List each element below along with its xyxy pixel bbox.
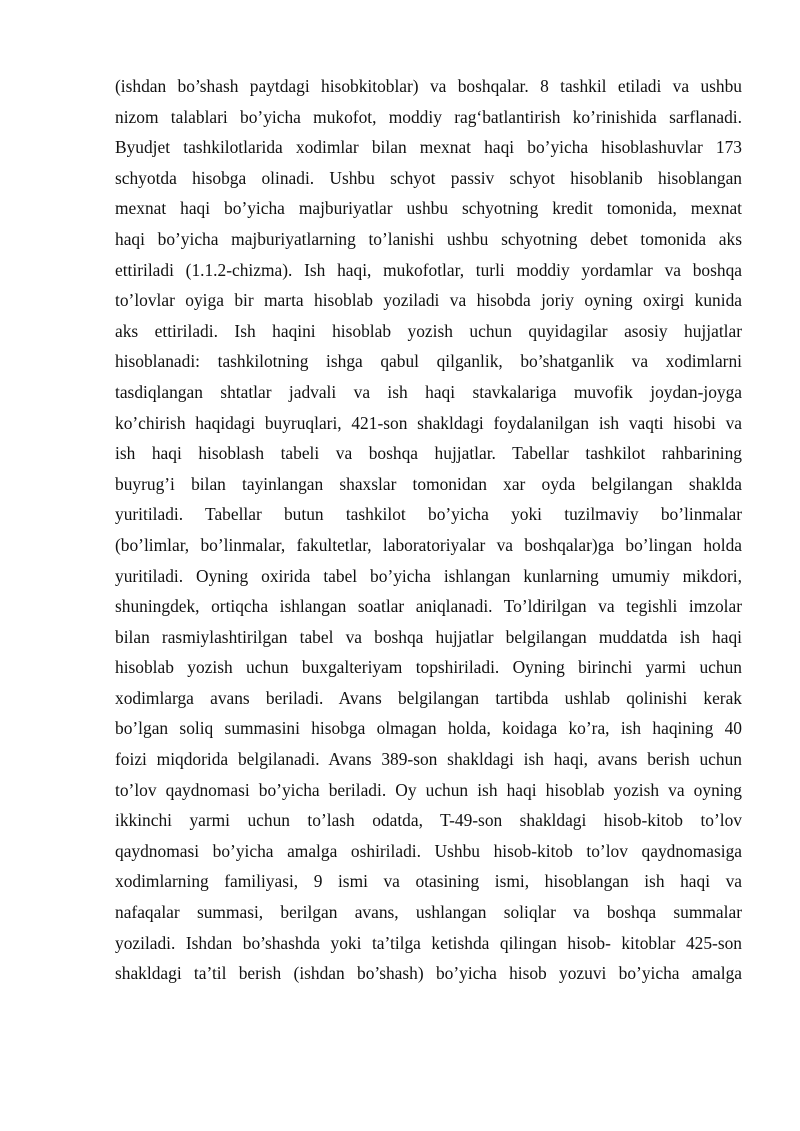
text-line: bo’lgan soliq summasini hisobga olmagan holda, koidaga ko’ra, ish haqining 40 [115, 718, 742, 739]
text-line: mexnat haqi bo’yicha majburiyatlar ushbu schyotning kredit tomonida, mexnat [115, 198, 742, 219]
text-line: shuningdek, ortiqcha ishlangan soatlar aniqlanadi. To’ldirilgan va tegishli imzolar [115, 596, 742, 617]
text-line: xodimlarga avans beriladi. Avans belgilangan tartibda ushlab qolinishi kerak [115, 687, 742, 708]
text-line: foizi miqdorida belgilanadi. Avans 389-son shakldagi ish haqi, avans berish uchun [115, 749, 742, 770]
text-line: hisoblanadi: tashkilotning ishga qabul qilganlik, bo’shatganlik va xodimlarni [115, 351, 742, 372]
text-line: to’lovlar oyiga bir marta hisoblab yoziladi va hisobda joriy oyning oxirgi kunida [115, 290, 742, 311]
text-line: (bo’limlar, bo’linmalar, fakultetlar, laboratoriyalar va boshqalar)ga bo’lingan holda [115, 534, 742, 555]
text-line: schyotda hisobga olinadi. Ushbu schyot passiv schyot hisoblanib hisoblangan [115, 167, 742, 188]
text-line: tasdiqlangan shtatlar jadvali va ish haqi stavkalariga muvofik joydan-joyga [115, 381, 742, 402]
text-line: to’lov qaydnomasi bo’yicha beriladi. Oy uchun ish haqi hisoblab yozish va oyning [115, 779, 742, 800]
text-line: ko’chirish haqidagi buyruqlari, 421-son shakldagi foydalanilgan ish vaqti hisobi va [115, 412, 742, 433]
text-line: ikkinchi yarmi uchun to’lash odatda, T-49-son shakldagi hisob-kitob to’lov [115, 810, 742, 831]
text-line: yuritiladi. Oyning oxirida tabel bo’yicha ishlangan kunlarning umumiy mikdori, [115, 565, 742, 586]
text-line: aks ettiriladi. Ish haqini hisoblab yozish uchun quyidagilar asosiy hujjatlar [115, 320, 742, 341]
text-line: shakldagi ta’til berish (ishdan bo’shash) bo’yicha hisob yozuvi bo’yicha amalga [115, 963, 742, 984]
document-body [115, 71, 742, 989]
text-line: yoziladi. Ishdan bo’shashda yoki ta’tilga ketishda qilingan hisob- kitoblar 425-son [115, 932, 742, 953]
text-line: nafaqalar summasi, berilgan avans, ushlangan soliqlar va boshqa summalar [115, 902, 742, 923]
text-line: (ishdan bo’shash paytdagi hisobkitoblar) va boshqalar. 8 tashkil etiladi va ushbu [115, 76, 742, 96]
text-line: buyrug’i bilan tayinlangan shaxslar tomonidan xar oyda belgilangan shaklda [115, 473, 742, 494]
text-line: ettiriladi (1.1.2-chizma). Ish haqi, mukofotlar, turli moddiy yordamlar va boshqa [115, 259, 742, 280]
text-line: xodimlarning familiyasi, 9 ismi va otasining ismi, hisoblangan ish haqi va [115, 871, 742, 892]
text-line: hisoblab yozish uchun buxgalteriyam topshiriladi. Oyning birinchi yarmi uchun [115, 657, 742, 678]
text-line: yuritiladi. Tabellar butun tashkilot bo’yicha yoki tuzilmaviy bo’linmalar [115, 504, 742, 525]
text-line: qaydnomasi bo’yicha amalga oshiriladi. Ushbu hisob-kitob to’lov qaydnomasiga [115, 840, 742, 861]
text-line: bilan rasmiylashtirilgan tabel va boshqa hujjatlar belgilangan muddatda ish haqi [115, 626, 742, 647]
text-line: nizom talablari bo’yicha mukofot, moddiy rag‘batlantirish ko’rinishida sarflanadi. [115, 106, 742, 127]
text-line: haqi bo’yicha majburiyatlarning to’lanishi ushbu schyotning debet tomonida aks [115, 228, 742, 249]
text-line: ish haqi hisoblash tabeli va boshqa hujjatlar. Tabellar tashkilot rahbarining [115, 443, 742, 464]
text-line: Byudjet tashkilotlarida xodimlar bilan mexnat haqi bo’yicha hisoblashuvlar 173 [115, 137, 742, 158]
